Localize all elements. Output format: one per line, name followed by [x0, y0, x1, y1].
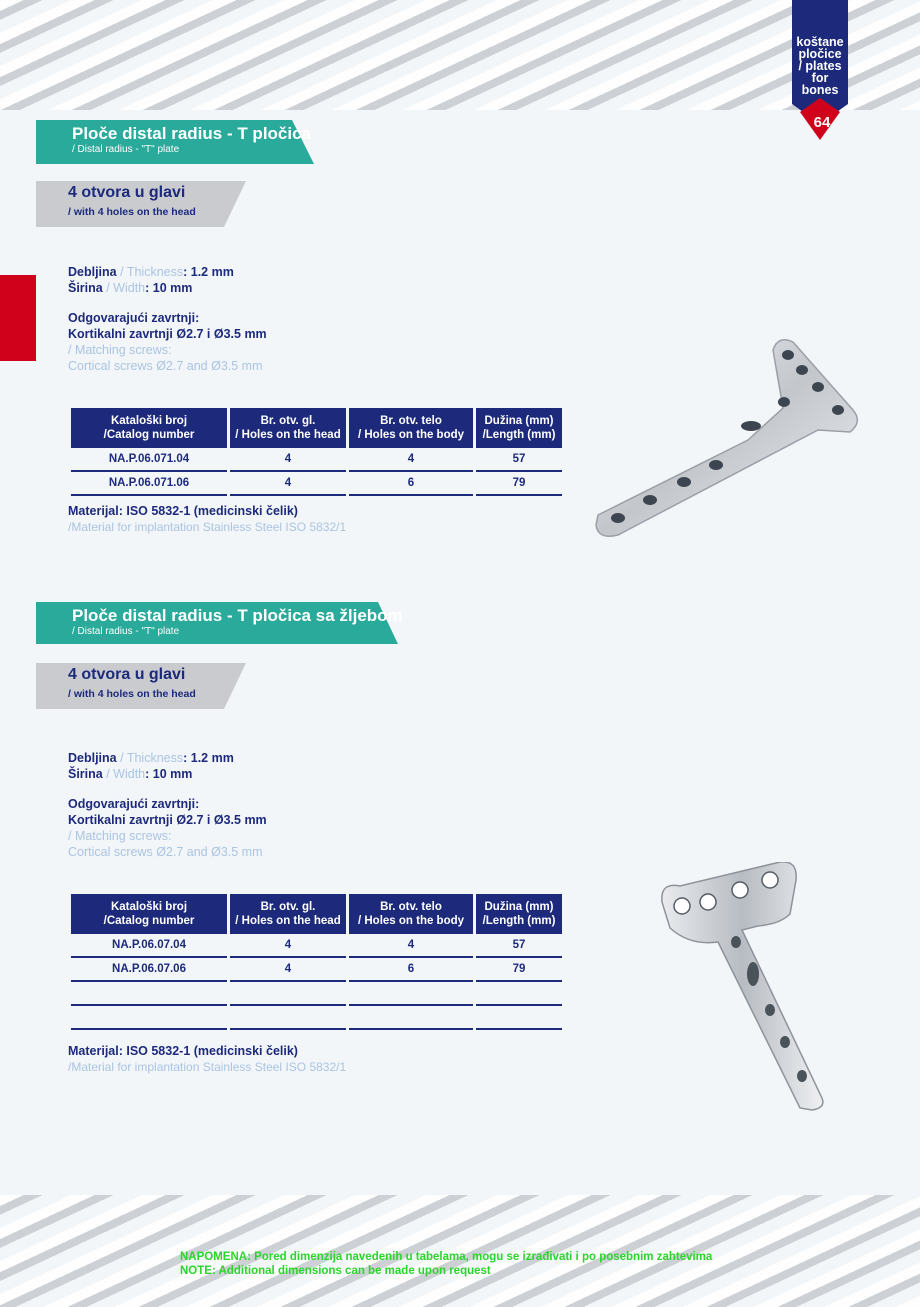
table-row	[71, 1006, 562, 1030]
header-length: Dužina (mm) /Length (mm)	[476, 408, 562, 448]
table-row: NA.P.06.071.04 4 4 57	[71, 448, 562, 472]
header-catalog: Kataloški broj /Catalog number	[71, 408, 227, 448]
variant-subtitle: / with 4 holes on the head	[68, 206, 196, 218]
section-title: Ploče distal radius - T pločica	[72, 124, 312, 143]
material-en: /Material for implantation Stainless Steel ISO 5832/1	[68, 520, 347, 534]
width-spec: Širina / Width: 10 mm	[68, 281, 193, 295]
specs-table	[68, 408, 565, 496]
header-length: Dužina (mm) /Length (mm)	[476, 894, 562, 934]
section-subtitle: / Distal radius - "T" plate	[72, 626, 180, 637]
table-row: NA.P.06.07.04 4 4 57	[71, 934, 562, 958]
variant-title: 4 otvora u glavi	[68, 184, 186, 201]
thickness-spec: Debljina / Thickness: 1.2 mm	[68, 265, 234, 279]
header-body-holes: Br. otv. telo / Holes on the body	[349, 894, 473, 934]
t-plate-image	[588, 330, 868, 550]
section-title: Ploče distal radius - T pločica sa žljebom	[72, 606, 403, 625]
table-row	[71, 982, 562, 1006]
header-catalog: Kataloški broj /Catalog number	[71, 894, 227, 934]
variant-subtitle: / with 4 holes on the head	[68, 688, 196, 700]
header-body-holes: Br. otv. telo / Holes on the body	[349, 408, 473, 448]
screws-spec: Odgovarajući zavrtnji: Kortikalni zavrtnji Ø2.7 i Ø3.5 mm / Matching screws: Cortical screws Ø2.7 and Ø3.5 mm	[68, 311, 267, 373]
material: Materijal: ISO 5832-1 (medicinski čelik)	[68, 504, 298, 518]
table-row: NA.P.06.07.06 4 6 79	[71, 958, 562, 982]
width-spec: Širina / Width: 10 mm	[68, 767, 193, 781]
header-head-holes: Br. otv. gl. / Holes on the head	[230, 894, 346, 934]
table-row: NA.P.06.071.06 4 6 79	[71, 472, 562, 496]
screws-spec: Odgovarajući zavrtnji: Kortikalni zavrtnji Ø2.7 i Ø3.5 mm / Matching screws: Cortical screws Ø2.7 and Ø3.5 mm	[68, 797, 267, 859]
specs-table	[68, 894, 565, 1030]
category-tab-label: koštane pločice / plates for bones	[796, 35, 844, 97]
page-number: 64	[813, 114, 831, 131]
header-head-holes: Br. otv. gl. / Holes on the head	[230, 408, 346, 448]
material: Materijal: ISO 5832-1 (medicinski čelik)	[68, 1044, 298, 1058]
section-subtitle: / Distal radius - "T" plate	[72, 144, 180, 155]
variant-title: 4 otvora u glavi	[68, 666, 186, 683]
thickness-spec: Debljina / Thickness: 1.2 mm	[68, 751, 234, 765]
footer-note: NAPOMENA: Pored dimenzija navedenih u tabelama, mogu se izrađivati i po posebnim zahtevima NOTE: Additional dimensions can be made upon request	[180, 1251, 713, 1277]
material-en: /Material for implantation Stainless Steel ISO 5832/1	[68, 1060, 347, 1074]
header-stripes	[0, 0, 920, 110]
t-plate-groove-image	[650, 862, 840, 1112]
